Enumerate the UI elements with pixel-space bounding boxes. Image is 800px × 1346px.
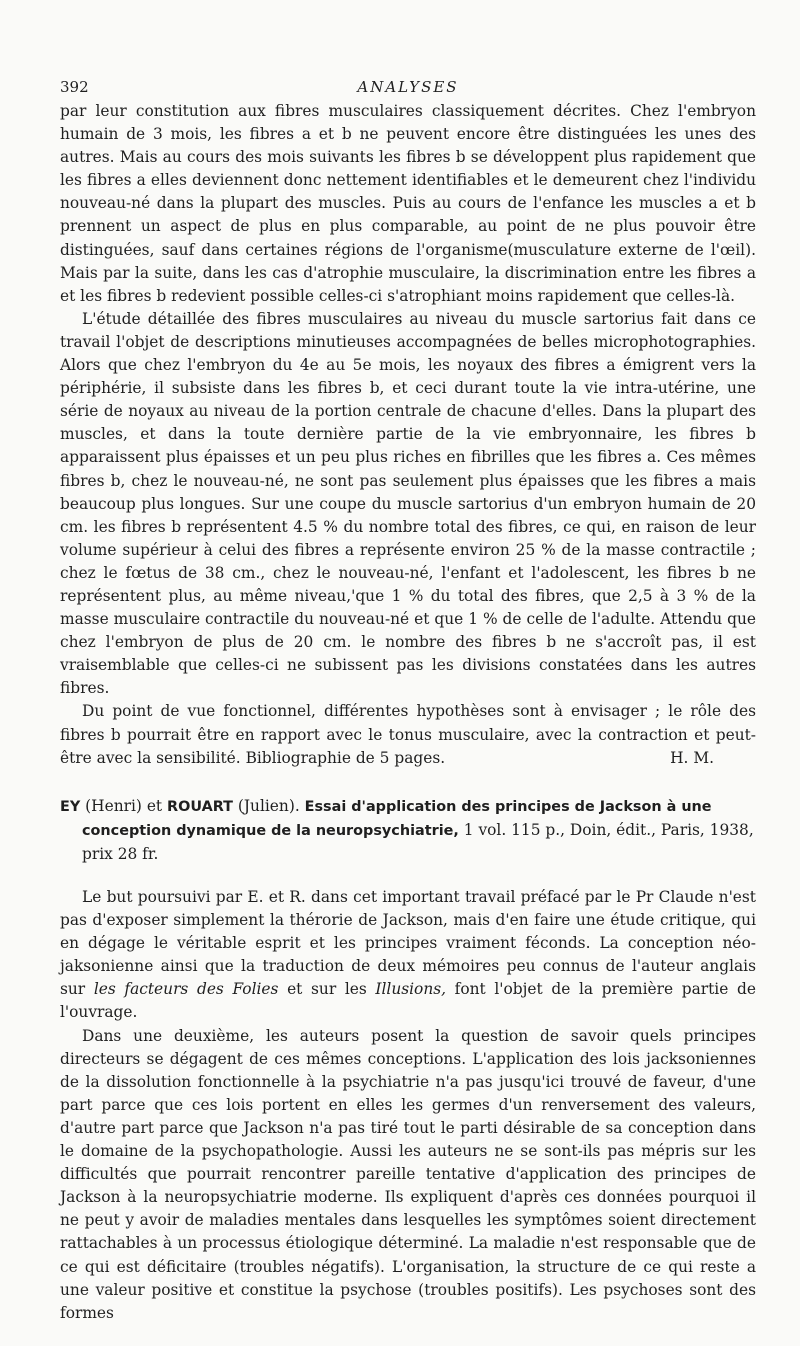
review1-paragraph-3-text: Du point de vue fonctionnel, différentes hypothèses sont à envisager ; le rôle des fibres b pourrait être en rapport avec le tonus musculaire, avec la contraction et peut-être avec la sensibilité. Bibliographie de 5 pages. <box>60 702 756 767</box>
running-head: ANALYSES <box>357 78 459 96</box>
citation-conjunction: et <box>146 796 163 815</box>
italic-title-illusions: Illusions, <box>375 980 447 999</box>
review2-citation <box>60 795 756 866</box>
author2-surname: ROUART <box>167 798 233 815</box>
review1-signature: H. M. <box>670 748 714 767</box>
review2-p1-part-c: font l'objet de la première partie de l'ouvrage. <box>60 980 756 1022</box>
author2-firstname: (Julien). <box>237 796 300 815</box>
review2-paragraph-1 <box>60 886 756 1025</box>
review2-p1-part-a: Le but poursuivi par E. et R. dans cet important travail préfacé par le Pr Claude n'est pas d'exposer simplement la thérorie de Jackson, mais d'en faire une étude critique, qui en dégage le véritable esprit et les principes vraiment féconds. La conception néo-jaksonienne ainsi que la traduction de deux mémoires peu connus de l'auteur anglais sur <box>60 888 756 999</box>
review2-body <box>60 886 756 1325</box>
author1-firstname: (Henri) <box>85 796 142 815</box>
page-text <box>60 100 756 1325</box>
review2-paragraph-2: Dans une deuxième, les auteurs posent la question de savoir quels principes directeurs se dégagent de ces mêmes conceptions. L'application des lois jacksoniennes de la dissolution fonctionnelle à la psychiatrie n'a pas jusqu'ici trouvé de faveur, d'une part parce que ces lois portent en elles les germes d'un renversement des valeurs, d'autre part parce que Jackson n'a pas tiré tout le parti désirable de sa conception dans le domaine de la psychopathologie. Aussi les auteurs ne se sont-ils pas mépris sur les difficultés que pourrait rencontrer pareille tentative d'application des principes de Jackson à la neuropsychiatrie moderne. Ils expliquent d'après ces données pourquoi il ne peut y avoir de maladies mentales dans lesquelles les symptômes soient directement rattachables à un processus étiologique déterminé. La maladie n'est responsable que de ce qui est déficitaire (troubles négatifs). L'organisation, la structure de ce qui reste a une valeur positive et constitue la psychose (troubles positifs). Les psychoses sont des formes <box>60 1026 756 1322</box>
page-header <box>60 78 756 98</box>
review2-p1-part-b: et sur les <box>287 980 367 999</box>
page-number: 392 <box>60 78 89 96</box>
italic-title-facteurs: les facteurs des Folies <box>93 980 279 999</box>
publication-details: 1 vol. 115 p., Doin, édit., Paris, 1938, prix 28 fr. <box>82 820 754 863</box>
review1-paragraph-1: par leur constitution aux fibres musculaires classiquement décrites. Chez l'embryon humain de 3 mois, les fibres a et b ne peuvent encore être distinguées les unes des autres. Mais au cours des mois suivants les fibres b se développent plus rapidement que les fibres a elles deviennent donc nettement identifiables et le demeurent chez l'individu nouveau-né dans la plupart des muscles. Puis au cours de l'enfance les muscles a et b prennent un aspect de plus en plus comparable, au point de ne plus pouvoir être distinguées, sauf dans certaines régions de l'organisme(musculature externe de l'œil). Mais par la suite, dans les cas d'atrophie musculaire, la discrimination entre les fibres a et les fibres b redevient possible celles-ci s'atrophiant moins rapidement que celles-là. <box>60 102 756 305</box>
review1-paragraph-3 <box>60 700 756 769</box>
review1-paragraph-2: L'étude détaillée des fibres musculaires au niveau du muscle sartorius fait dans ce travail l'objet de descriptions minutieuses accompagnées de belles microphotographies. Alors que chez l'embryon du 4e au 5e mois, les noyaux des fibres a émigrent vers la périphérie, il subsiste dans les fibres b, et ceci durant toute la vie intra-utérine, une série de noyaux au niveau de la portion centrale de chacune d'elles. Dans la plupart des muscles, et dans la toute dernière partie de la vie embryonnaire, les fibres b apparaissent plus épaisses et un peu plus riches en fibrilles que les fibres a. Ces mêmes fibres b, chez le nouveau-né, ne sont pas seulement plus épaisses que les fibres a mais beaucoup plus longues. Sur une coupe du muscle sartorius d'un embryon humain de 20 cm. les fibres b représentent 4.5 % du nombre total des fibres, ce qui, en raison de leur volume supérieur à celui des fibres a représente environ 25 % de la masse contractile ; chez le fœtus de 38 cm., chez le nouveau-né, l'enfant et l'adolescent, les fibres b ne représentent plus, au même niveau,'que 1 % du total des fibres, que 2,5 à 3 % de la masse musculaire contractile du nouveau-né et que 1 % de celle de l'adulte. Attendu que chez l'embryon de plus de 20 cm. le nombre des fibres b ne s'accroît pas, il est vraisemblable que celles-ci ne subissent pas les divisions constatées dans les autres fibres. <box>60 309 756 698</box>
author1-surname: EY <box>60 798 81 815</box>
book-title: Essai d'application des principes de Jackson à une conception dynamique de la neuropsychiatrie, <box>82 798 712 839</box>
